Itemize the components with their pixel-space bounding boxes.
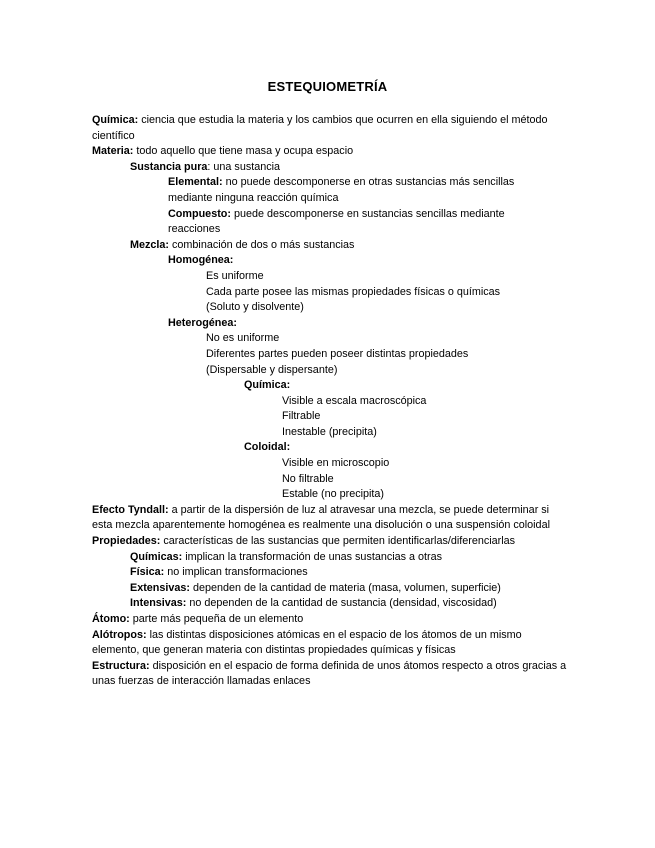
list-item: (Soluto y disolvente)	[206, 301, 304, 314]
term: Compuesto:	[168, 207, 231, 220]
definition-text: todo aquello que tiene masa y ocupa espacio	[133, 145, 354, 158]
definition-text: implican la transformación de unas sustancias a otras	[182, 550, 443, 563]
term: Efecto Tyndall:	[92, 503, 169, 516]
definition-text: no dependen de la cantidad de sustancia (densidad, viscosidad)	[186, 597, 497, 610]
term: Químicas:	[130, 550, 183, 563]
heading-het-quimica	[92, 378, 572, 394]
list-item: Visible en microscopio	[282, 457, 390, 470]
list-item: Diferentes partes pueden poseer distintas propiedades	[206, 347, 469, 360]
definition-estructura	[92, 659, 572, 690]
term: Estructura:	[92, 659, 150, 672]
term: Elemental:	[168, 176, 223, 189]
list-item: Visible a escala macroscópica	[282, 394, 427, 407]
term: Propiedades:	[92, 535, 161, 548]
definition-sustancia-pura	[92, 160, 572, 176]
heading-coloidal	[92, 440, 572, 456]
definition-text: las distintas disposiciones atómicas en el espacio de los átomos de un mismo elemento, que generan materia con distintas propiedades químicas y físicas	[92, 628, 522, 657]
term: Homogénea:	[168, 254, 234, 267]
definition-materia	[92, 144, 572, 160]
term: Intensivas:	[130, 597, 187, 610]
term: Coloidal:	[244, 441, 291, 454]
definition-propiedades	[92, 534, 572, 550]
term: Materia:	[92, 145, 134, 158]
definition-text: puede descomponerse en sustancias sencillas mediante reacciones	[168, 207, 505, 236]
definition-compuesto	[92, 207, 572, 238]
definition-prop-quimicas	[92, 550, 572, 566]
term: Química:	[244, 379, 291, 392]
term: Física:	[130, 566, 165, 579]
heading-heterogenea	[92, 316, 572, 332]
definition-text: a partir de la dispersión de luz al atravesar una mezcla, se puede determinar si esta mezcla aparentemente homogénea es realmente una disolución o una suspensión coloidal	[92, 503, 550, 532]
definition-text: características de las sustancias que permiten identificarlas/diferenciarlas	[160, 535, 516, 548]
definition-mezcla	[92, 238, 572, 254]
definition-text: dependen de la cantidad de materia (masa, volumen, superficie)	[190, 581, 501, 594]
term: Heterogénea:	[168, 316, 237, 329]
definition-tyndall	[92, 503, 572, 534]
definition-text: combinación de dos o más sustancias	[169, 238, 355, 251]
definition-prop-intensivas	[92, 596, 572, 612]
definition-text: parte más pequeña de un elemento	[129, 613, 304, 625]
term: Sustancia pura	[130, 160, 208, 173]
list-item: Cada parte posee las mismas propiedades físicas o químicas	[206, 285, 501, 298]
list-item: (Dispersable y dispersante)	[206, 363, 338, 376]
definition-prop-fisica	[92, 565, 572, 581]
definition-alotropos	[92, 628, 572, 659]
term: Química:	[92, 114, 139, 126]
list-item: Estable (no precipita)	[282, 488, 385, 501]
definition-text: no implican transformaciones	[164, 566, 308, 579]
definition-text: no puede descomponerse en otras sustancias más sencillas mediante ninguna reacción química	[168, 176, 515, 204]
term: Átomo:	[92, 613, 130, 625]
heading-homogenea	[92, 253, 572, 269]
definition-atomo	[92, 612, 572, 628]
definition-text: ciencia que estudia la materia y los cambios que ocurren en ella siguiendo el método científico	[92, 114, 548, 142]
list-item: No filtrable	[282, 472, 334, 485]
list-item: No es uniforme	[206, 332, 280, 345]
definition-text: disposición en el espacio de forma definida de unos átomos respecto a otros gracias a unas fuerzas de interacción llamadas enlaces	[92, 659, 567, 688]
term: Mezcla:	[130, 238, 170, 251]
page-title: ESTEQUIOMETRÍA	[267, 79, 388, 94]
term: Extensivas:	[130, 581, 191, 594]
term: Alótropos:	[92, 628, 147, 641]
list-item: Filtrable	[282, 410, 321, 423]
definition-quimica	[92, 113, 572, 144]
list-item: Inestable (precipita)	[282, 425, 377, 438]
definition-prop-extensivas	[92, 581, 572, 597]
document-body	[92, 113, 572, 690]
list-item: Es uniforme	[206, 269, 264, 282]
definition-text: : una sustancia	[207, 160, 281, 173]
definition-elemental	[92, 175, 572, 206]
